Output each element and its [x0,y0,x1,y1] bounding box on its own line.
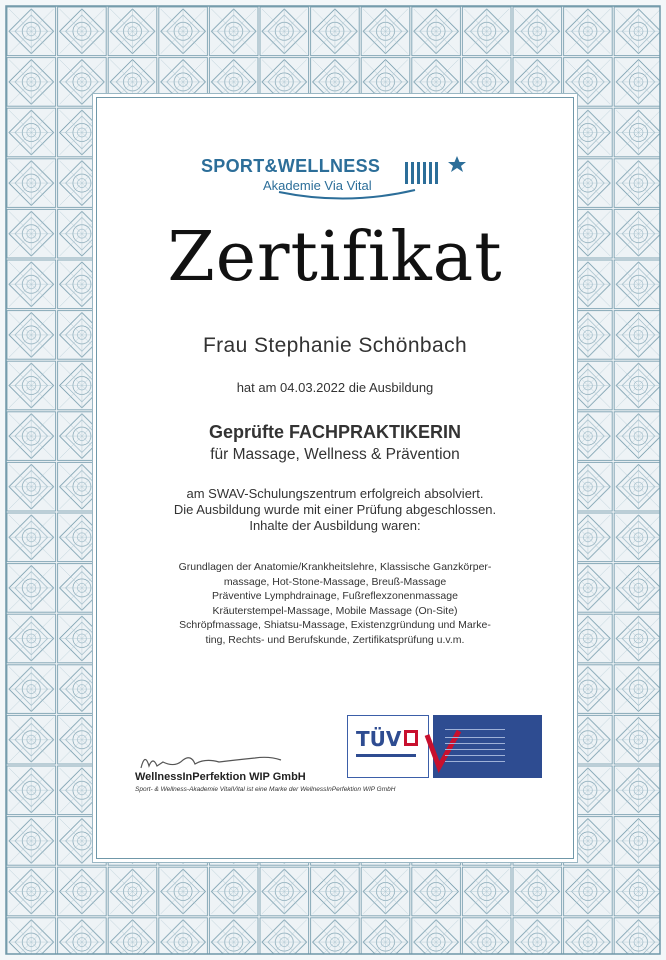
tuv-certification-seal [347,715,542,778]
date-line: hat am 04.03.2022 die Ausbildung [236,380,434,395]
contents-line: ting, Rechts- und Berufskunde, Zertifikatsprüfung u.v.m. [205,633,465,646]
qualification-subtitle: für Massage, Wellness & Prävention [210,446,460,463]
contents-line: massage, Hot-Stone-Massage, Breuß-Massage [223,575,447,588]
svg-text:TÜV: TÜV [356,727,402,751]
contents-line: Kräuterstempel-Massage, Mobile Massage (On-Site) [212,604,458,617]
recipient-name: Frau Stephanie Schönbach [202,334,468,357]
certificate-body [96,97,574,859]
company-name: WellnessInPerfektion WIP GmbH [135,771,306,783]
tuv-seal-left [347,715,429,778]
contents-line: Grundlagen der Anatomie/Krankheitslehre, Klassische Ganzkörper- [178,561,492,573]
completion-line: Die Ausbildung wurde mit einer Prüfung abgeschlossen. [173,502,497,517]
tuv-seal-right [433,715,542,778]
certificate-title: Zertifikat [167,218,503,297]
brand-name: SPORT&WELLNESS [201,156,381,176]
contents-line: Schröpfmassage, Shiatsu-Massage, Existenzgründung und Marke- [179,619,491,631]
training-contents [97,560,573,647]
tuv-logo-icon [354,724,424,764]
logo-swoosh-icon [277,188,417,202]
brand-subname: Akademie Via Vital [263,178,372,193]
academy-logo [97,136,573,216]
qualification-title: Geprüfte FACHPRAKTIKERIN [208,422,461,442]
completion-statement [97,486,573,534]
checkmark-icon [423,729,463,773]
company-note: Sport- & Wellness-Akademie VitalVital ist eine Marke der WellnessInPerfektion WIP GmbH [135,786,396,793]
contents-line: Präventive Lymphdrainage, Fußreflexzonenmassage [212,590,458,602]
completion-line: Inhalte der Ausbildung waren: [249,518,421,533]
completion-line: am SWAV-Schulungszentrum erfolgreich absolviert. [186,486,484,501]
